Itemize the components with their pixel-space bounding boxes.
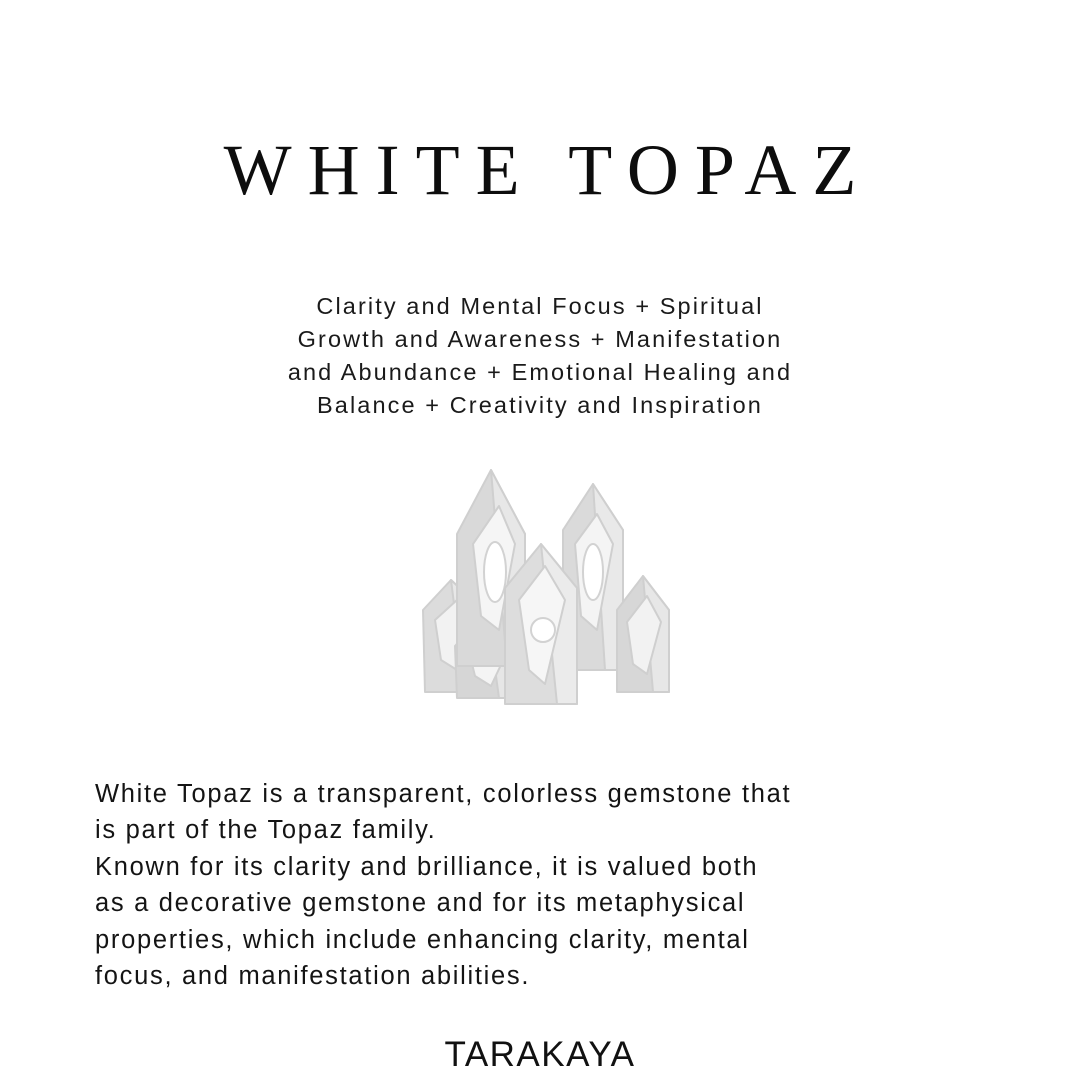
description-line: focus, and manifestation abilities. [95, 962, 531, 991]
page-title: WHITE TOPAZ [223, 130, 873, 210]
keyword-list [220, 290, 860, 422]
brand-name: TARAKAYA [444, 1034, 636, 1074]
description-line: White Topaz is a transparent, colorless gemstone that [95, 779, 792, 808]
description-line: is part of the Topaz family. [95, 816, 437, 845]
description-line: as a decorative gemstone and for its metaphysical [95, 889, 746, 918]
keyword-line: and Abundance + Emotional Healing and [287, 358, 793, 385]
crystal-cluster-icon [390, 456, 690, 726]
keyword-line: Growth and Awareness + Manifestation [297, 325, 783, 352]
keyword-line: Clarity and Mental Focus + Spiritual [316, 292, 764, 319]
description-line: Known for its clarity and brilliance, it is valued both [95, 852, 759, 881]
description-line: properties, which include enhancing clarity, mental [95, 925, 750, 954]
keyword-line: Balance + Creativity and Inspiration [317, 391, 763, 418]
description-text [95, 776, 985, 995]
